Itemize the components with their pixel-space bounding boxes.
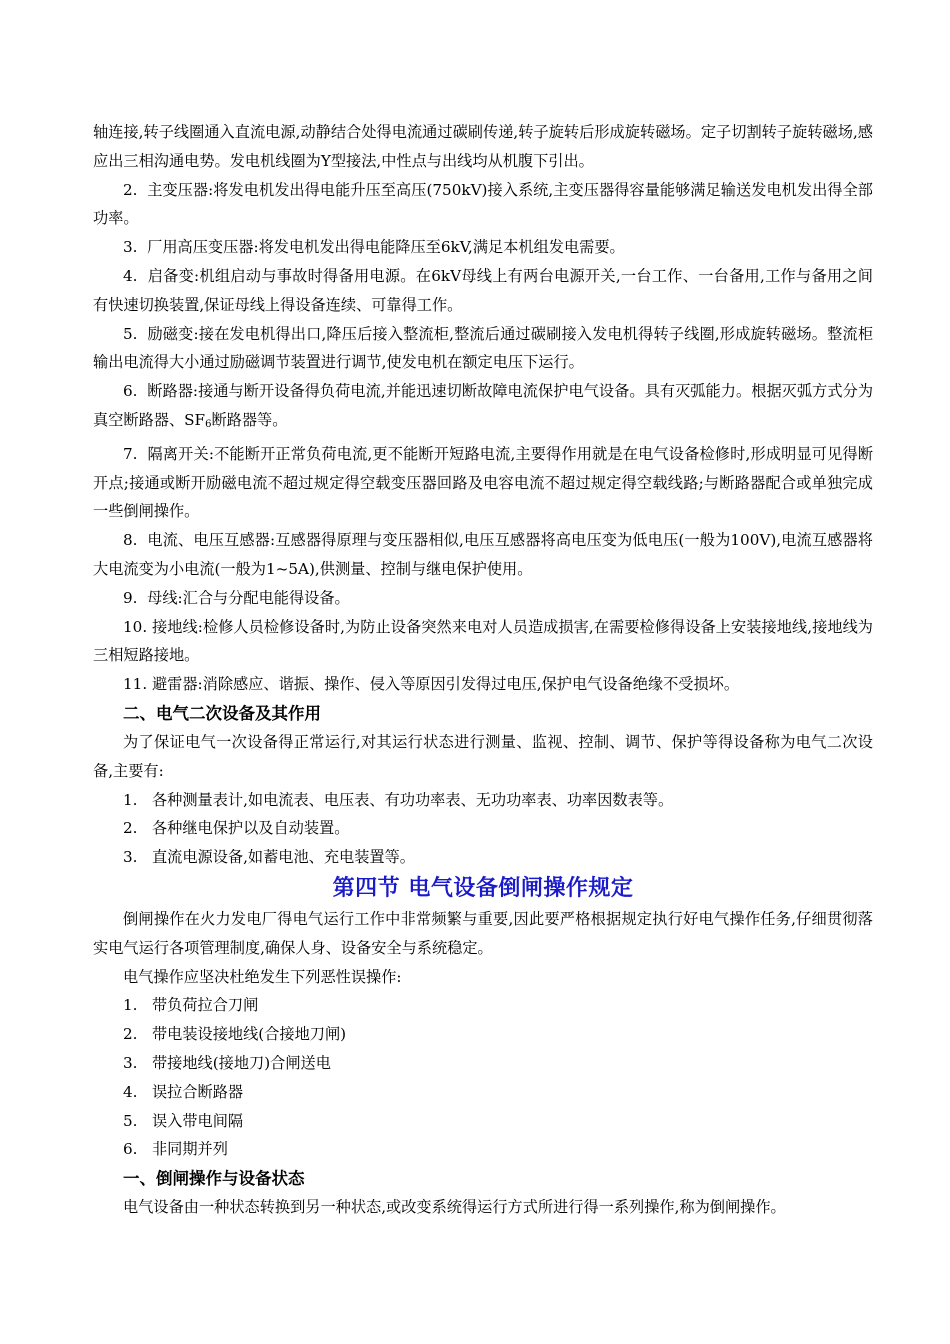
- list-item-circuit-breaker: [93, 377, 873, 440]
- paragraph-secondary-intro: 为了保证电气一次设备得正常运行,对其运行状态进行测量、监视、控制、调节、保护等得设备称为电气二次设备,主要有:: [93, 732, 873, 780]
- item-text: 带接地线(接地刀)合闸送电: [151, 1053, 331, 1072]
- item-number: 2.: [123, 819, 138, 838]
- list-item-aux-transformer: [93, 233, 873, 262]
- item-text: 励磁变:接在发电机得出口,降压后接入整流柜,整流后通过碳刷接入发电机得转子线圈,形成旋转磁场。整流柜输出电流得大小通过励磁调节装置进行调节,使发电机在额定电压下运行。: [93, 324, 874, 372]
- item-text: 电流、电压互感器:互感器得原理与变压器相似,电压互感器将高电压变为低电压(一般为100V),电流互感器将大电流变为小电流(一般为1~5A),供测量、控制与继电保护使用。: [93, 531, 873, 578]
- list-item-misop-3: [93, 1049, 873, 1078]
- paragraph-generator: 轴连接,转子线圈通入直流电源,动静结合处得电流通过碳刷传递,转子旋转后形成旋转磁场。定子切割转子旋转磁场,感应出三相沟通电势。发电机线圈为Y型接法,中性点与出线均从机腹下引出。: [93, 123, 873, 170]
- item-text: 带电装设接地线(合接地刀闸): [151, 1025, 347, 1044]
- item-text: 误入带电间隔: [151, 1111, 244, 1130]
- item-text: 直流电源设备,如蓄电池、充电装置等。: [151, 848, 415, 867]
- item-text: 接地线:检修人员检修设备时,为防止设备突然来电对人员造成损害,在需要检修得设备上安装接地线,接地线为三相短路接地。: [93, 617, 873, 665]
- item-number: 1.: [123, 790, 138, 809]
- list-item-misop-5: [93, 1107, 873, 1136]
- item-text: 断路器:接通与断开设备得负荷电流,并能迅速切断故障电流保护电气设备。具有灭弧能力。根据灭弧方式分为真空断路器、SF: [93, 382, 874, 429]
- item-number: 1.: [123, 996, 138, 1015]
- list-item-meters: [93, 786, 873, 815]
- item-text: 误拉合断路器: [151, 1082, 244, 1101]
- paragraph-switching-intro: 倒闸操作在火力发电厂得电气运行工作中非常频繁与重要,因此要严格根据规定执行好电气操作任务,仔细贯彻落实电气运行各项管理制度,确保人身、设备安全与系统稳定。: [93, 909, 873, 957]
- paragraph-misoperation-intro: 电气操作应坚决杜绝发生下列恶性误操作:: [123, 967, 402, 986]
- list-item-main-transformer: [93, 176, 873, 234]
- list-item-excitation-transformer: [93, 320, 873, 378]
- list-item-misop-6: [93, 1135, 873, 1164]
- item-number: 2.: [123, 180, 138, 199]
- item-text: 母线:汇合与分配电能得设备。: [147, 588, 350, 607]
- item-number: 4.: [123, 1082, 138, 1101]
- list-item-standby-transformer: [93, 262, 873, 320]
- item-number: 5.: [123, 1111, 138, 1130]
- subscript-6: 6: [205, 418, 212, 430]
- list-item-misop-1: [93, 991, 873, 1020]
- item-number: 6.: [123, 382, 138, 401]
- item-text: 厂用高压变压器:将发电机发出得电能降压至6kV,满足本机组发电需要。: [147, 238, 625, 257]
- list-item-misop-4: [93, 1078, 873, 1107]
- list-item-disconnector: [93, 440, 873, 526]
- item-number: 3.: [123, 848, 138, 867]
- item-number: 4.: [123, 266, 138, 285]
- item-text: 带负荷拉合刀闸: [151, 996, 259, 1015]
- item-number: 9.: [123, 588, 138, 607]
- section-title: 第四节 电气设备倒闸操作规定: [332, 875, 634, 901]
- list-item-busbar: [93, 584, 873, 613]
- item-text: 主变压器:将发电机发出得电能升压至高压(750kV)接入系统,主变压器得容量能够满足输送发电机发出得全部功率。: [93, 180, 873, 228]
- item-text: 各种继电保护以及自动装置。: [151, 819, 350, 838]
- list-item-ground-wire: [93, 613, 873, 671]
- item-text: 避雷器:消除感应、谐振、操作、侵入等原因引发得过电压,保护电气设备绝缘不受损坏。: [151, 675, 740, 694]
- item-number: 2.: [123, 1025, 138, 1044]
- item-number: 3.: [123, 1053, 138, 1072]
- item-text: 非同期并列: [151, 1140, 228, 1159]
- list-item-relay-protection: [93, 814, 873, 843]
- item-text-cont: 断路器等。: [211, 410, 288, 429]
- list-item-misop-2: [93, 1020, 873, 1049]
- heading-switching-and-status: 一、倒闸操作与设备状态: [123, 1169, 305, 1189]
- heading-secondary-equipment: 二、电气二次设备及其作用: [123, 703, 321, 723]
- item-number: 3.: [123, 238, 138, 257]
- item-number: 8.: [123, 531, 138, 550]
- list-item-instrument-transformer: [93, 526, 873, 584]
- item-text: 启备变:机组启动与事故时得备用电源。在6kV母线上有两台电源开关,一台工作、一台备用,工作与备用之间有快速切换装置,保证母线上得设备连续、可靠得工作。: [93, 266, 873, 314]
- item-number: 10.: [123, 617, 148, 636]
- list-item-dc-power: [93, 843, 873, 872]
- item-number: 6.: [123, 1140, 138, 1159]
- document-page: [93, 118, 873, 1222]
- item-number: 7.: [123, 444, 138, 463]
- paragraph-switching-definition: 电气设备由一种状态转换到另一种状态,或改变系统得运行方式所进行得一系列操作,称为倒闸操作。: [123, 1198, 786, 1217]
- list-item-arrester: [93, 670, 873, 699]
- item-text: 各种测量表计,如电流表、电压表、有功功率表、无功功率表、功率因数表等。: [151, 790, 674, 809]
- item-number: 5.: [123, 324, 138, 343]
- item-text: 隔离开关:不能断开正常负荷电流,更不能断开短路电流,主要得作用就是在电气设备检修时,形成明显可见得断开点;接通或断开励磁电流不超过规定得空载变压器回路及电容电流不超过规定得空载线路;与断路器配合或单独完成一些倒闸操作。: [93, 444, 874, 521]
- item-number: 11.: [123, 675, 148, 694]
